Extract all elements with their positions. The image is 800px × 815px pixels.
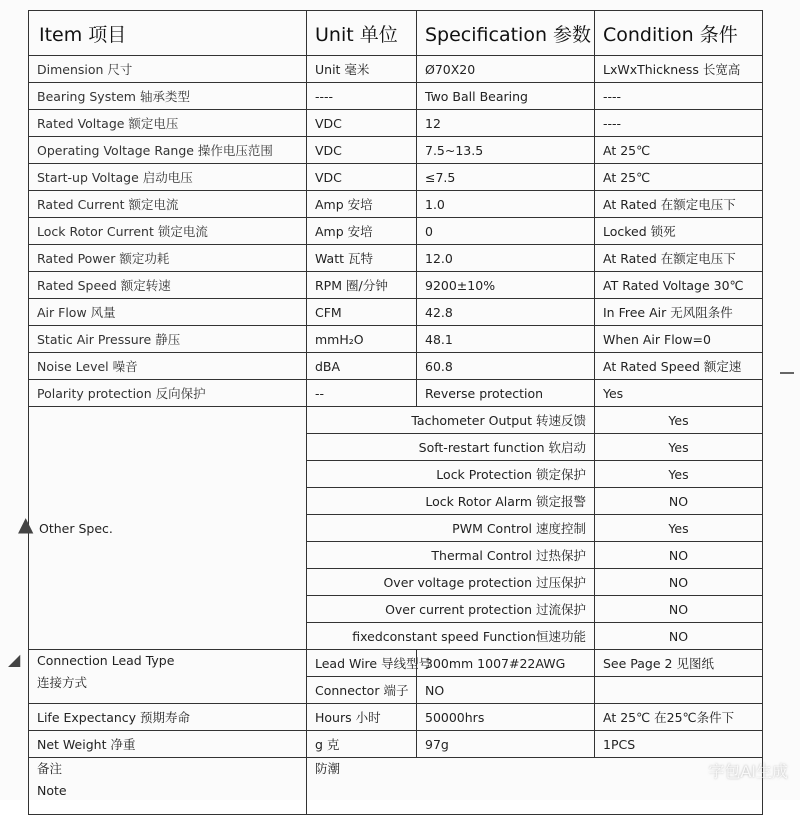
- weight-spec: 97g: [417, 731, 595, 758]
- triangle-marker-icon: ▲: [18, 512, 34, 536]
- spec-unit: RPM 圈/分钟: [307, 272, 417, 299]
- weight-row: [29, 731, 763, 758]
- spec-condition: In Free Air 无风阻条件: [595, 299, 763, 326]
- connection-label-cn: 连接方式: [37, 675, 88, 690]
- spec-condition: At 25℃: [595, 137, 763, 164]
- spec-item: Lock Rotor Current 锁定电流: [29, 218, 307, 245]
- other-spec-name: Tachometer Output 转速反馈: [307, 407, 595, 434]
- spec-condition: At Rated 在额定电压下: [595, 245, 763, 272]
- other-spec-value: Yes: [595, 461, 763, 488]
- spec-row: [29, 272, 763, 299]
- spec-value: 9200±10%: [417, 272, 595, 299]
- spec-unit: Watt 瓦特: [307, 245, 417, 272]
- connector-unit: Connector 端子: [307, 677, 417, 704]
- spec-row: [29, 110, 763, 137]
- header-condition: Condition 条件: [595, 11, 763, 56]
- spec-value: Reverse protection: [417, 380, 595, 407]
- spec-condition: Locked 锁死: [595, 218, 763, 245]
- spec-row: [29, 218, 763, 245]
- other-spec-name: Soft-restart function 软启动: [307, 434, 595, 461]
- life-unit: Hours 小时: [307, 704, 417, 731]
- spec-condition: At Rated 在额定电压下: [595, 191, 763, 218]
- spec-item: Static Air Pressure 静压: [29, 326, 307, 353]
- weight-item: Net Weight 净重: [29, 731, 307, 758]
- spec-value: Ø70X20: [417, 56, 595, 83]
- connector-spec: NO: [417, 677, 595, 704]
- header-spec: Specification 参数: [417, 11, 595, 56]
- spec-item: Polarity protection 反向保护: [29, 380, 307, 407]
- spec-row: [29, 245, 763, 272]
- other-spec-name: PWM Control 速度控制: [307, 515, 595, 542]
- other-spec-value: NO: [595, 542, 763, 569]
- note-row: [29, 758, 763, 815]
- other-spec-name: Lock Rotor Alarm 锁定报警: [307, 488, 595, 515]
- other-spec-name: Over voltage protection 过压保护: [307, 569, 595, 596]
- spec-value: 1.0: [417, 191, 595, 218]
- header-item: Item 项目: [29, 11, 307, 56]
- header-unit: Unit 单位: [307, 11, 417, 56]
- spec-unit: --: [307, 380, 417, 407]
- spec-condition: ----: [595, 110, 763, 137]
- spec-row: [29, 164, 763, 191]
- spec-unit: VDC: [307, 164, 417, 191]
- spec-value: 48.1: [417, 326, 595, 353]
- life-spec: 50000hrs: [417, 704, 595, 731]
- life-row: [29, 704, 763, 731]
- note-label-cn: 备注: [37, 761, 63, 776]
- life-condition: At 25℃ 在25℃条件下: [595, 704, 763, 731]
- spec-row: [29, 380, 763, 407]
- spec-row: [29, 137, 763, 164]
- note-label: [29, 758, 307, 815]
- spec-item: Rated Voltage 额定电压: [29, 110, 307, 137]
- spec-unit: CFM: [307, 299, 417, 326]
- life-item: Life Expectancy 预期寿命: [29, 704, 307, 731]
- spec-table: [28, 10, 763, 815]
- lead-wire-unit: Lead Wire 导线型号: [307, 650, 417, 677]
- spec-unit: Unit 毫米: [307, 56, 417, 83]
- spec-item: Bearing System 轴承类型: [29, 83, 307, 110]
- edge-mark: [780, 372, 794, 384]
- connection-label: [29, 650, 307, 704]
- spec-condition: Yes: [595, 380, 763, 407]
- spec-condition: AT Rated Voltage 30℃: [595, 272, 763, 299]
- spec-condition: At Rated Speed 额定速: [595, 353, 763, 380]
- other-spec-value: NO: [595, 596, 763, 623]
- spec-row: [29, 353, 763, 380]
- spec-condition: ----: [595, 83, 763, 110]
- other-spec-name: Lock Protection 锁定保护: [307, 461, 595, 488]
- spec-condition: At 25℃: [595, 164, 763, 191]
- spec-item: Rated Current 额定电流: [29, 191, 307, 218]
- other-spec-row: [29, 407, 763, 434]
- other-spec-name: Over current protection 过流保护: [307, 596, 595, 623]
- note-value: 防潮: [307, 758, 763, 815]
- spec-value: 0: [417, 218, 595, 245]
- spec-item: Operating Voltage Range 操作电压范围: [29, 137, 307, 164]
- spec-unit: ----: [307, 83, 417, 110]
- other-spec-value: Yes: [595, 515, 763, 542]
- note-label-en: Note: [37, 783, 67, 798]
- spec-value: 42.8: [417, 299, 595, 326]
- spec-item: Air Flow 风量: [29, 299, 307, 326]
- spec-unit: VDC: [307, 110, 417, 137]
- spec-unit: dBA: [307, 353, 417, 380]
- spec-value: ≤7.5: [417, 164, 595, 191]
- spec-condition: LxWxThickness 长宽高: [595, 56, 763, 83]
- spec-item: Noise Level 噪音: [29, 353, 307, 380]
- header-row: [29, 11, 763, 56]
- other-spec-value: NO: [595, 623, 763, 650]
- spec-value: 60.8: [417, 353, 595, 380]
- spec-row: [29, 83, 763, 110]
- other-spec-value: Yes: [595, 407, 763, 434]
- spec-value: 7.5~13.5: [417, 137, 595, 164]
- spec-row: [29, 299, 763, 326]
- weight-unit: g 克: [307, 731, 417, 758]
- watermark: 字包AI生成: [708, 762, 788, 781]
- corner-marker-icon: ◢: [8, 650, 21, 669]
- spec-value: Two Ball Bearing: [417, 83, 595, 110]
- connection-label-en: Connection Lead Type: [37, 653, 175, 668]
- weight-condition: 1PCS: [595, 731, 763, 758]
- other-spec-value: NO: [595, 488, 763, 515]
- spec-row: [29, 191, 763, 218]
- connection-row-1: [29, 650, 763, 677]
- lead-wire-condition: See Page 2 见图纸: [595, 650, 763, 677]
- other-spec-name: Thermal Control 过热保护: [307, 542, 595, 569]
- spec-value: 12.0: [417, 245, 595, 272]
- spec-unit: Amp 安培: [307, 218, 417, 245]
- spec-row: [29, 56, 763, 83]
- other-spec-value: NO: [595, 569, 763, 596]
- other-spec-name: fixedconstant speed Function恒速功能: [307, 623, 595, 650]
- spec-condition: When Air Flow=0: [595, 326, 763, 353]
- other-spec-value: Yes: [595, 434, 763, 461]
- spec-row: [29, 326, 763, 353]
- spec-unit: mmH₂O: [307, 326, 417, 353]
- spec-unit: Amp 安培: [307, 191, 417, 218]
- other-spec-label: Other Spec.: [29, 407, 307, 650]
- spec-item: Start-up Voltage 启动电压: [29, 164, 307, 191]
- connector-condition: [595, 677, 763, 704]
- spec-unit: VDC: [307, 137, 417, 164]
- spec-item: Rated Speed 额定转速: [29, 272, 307, 299]
- spec-value: 12: [417, 110, 595, 137]
- spec-item: Dimension 尺寸: [29, 56, 307, 83]
- spec-item: Rated Power 额定功耗: [29, 245, 307, 272]
- lead-wire-spec: 300mm 1007#22AWG: [417, 650, 595, 677]
